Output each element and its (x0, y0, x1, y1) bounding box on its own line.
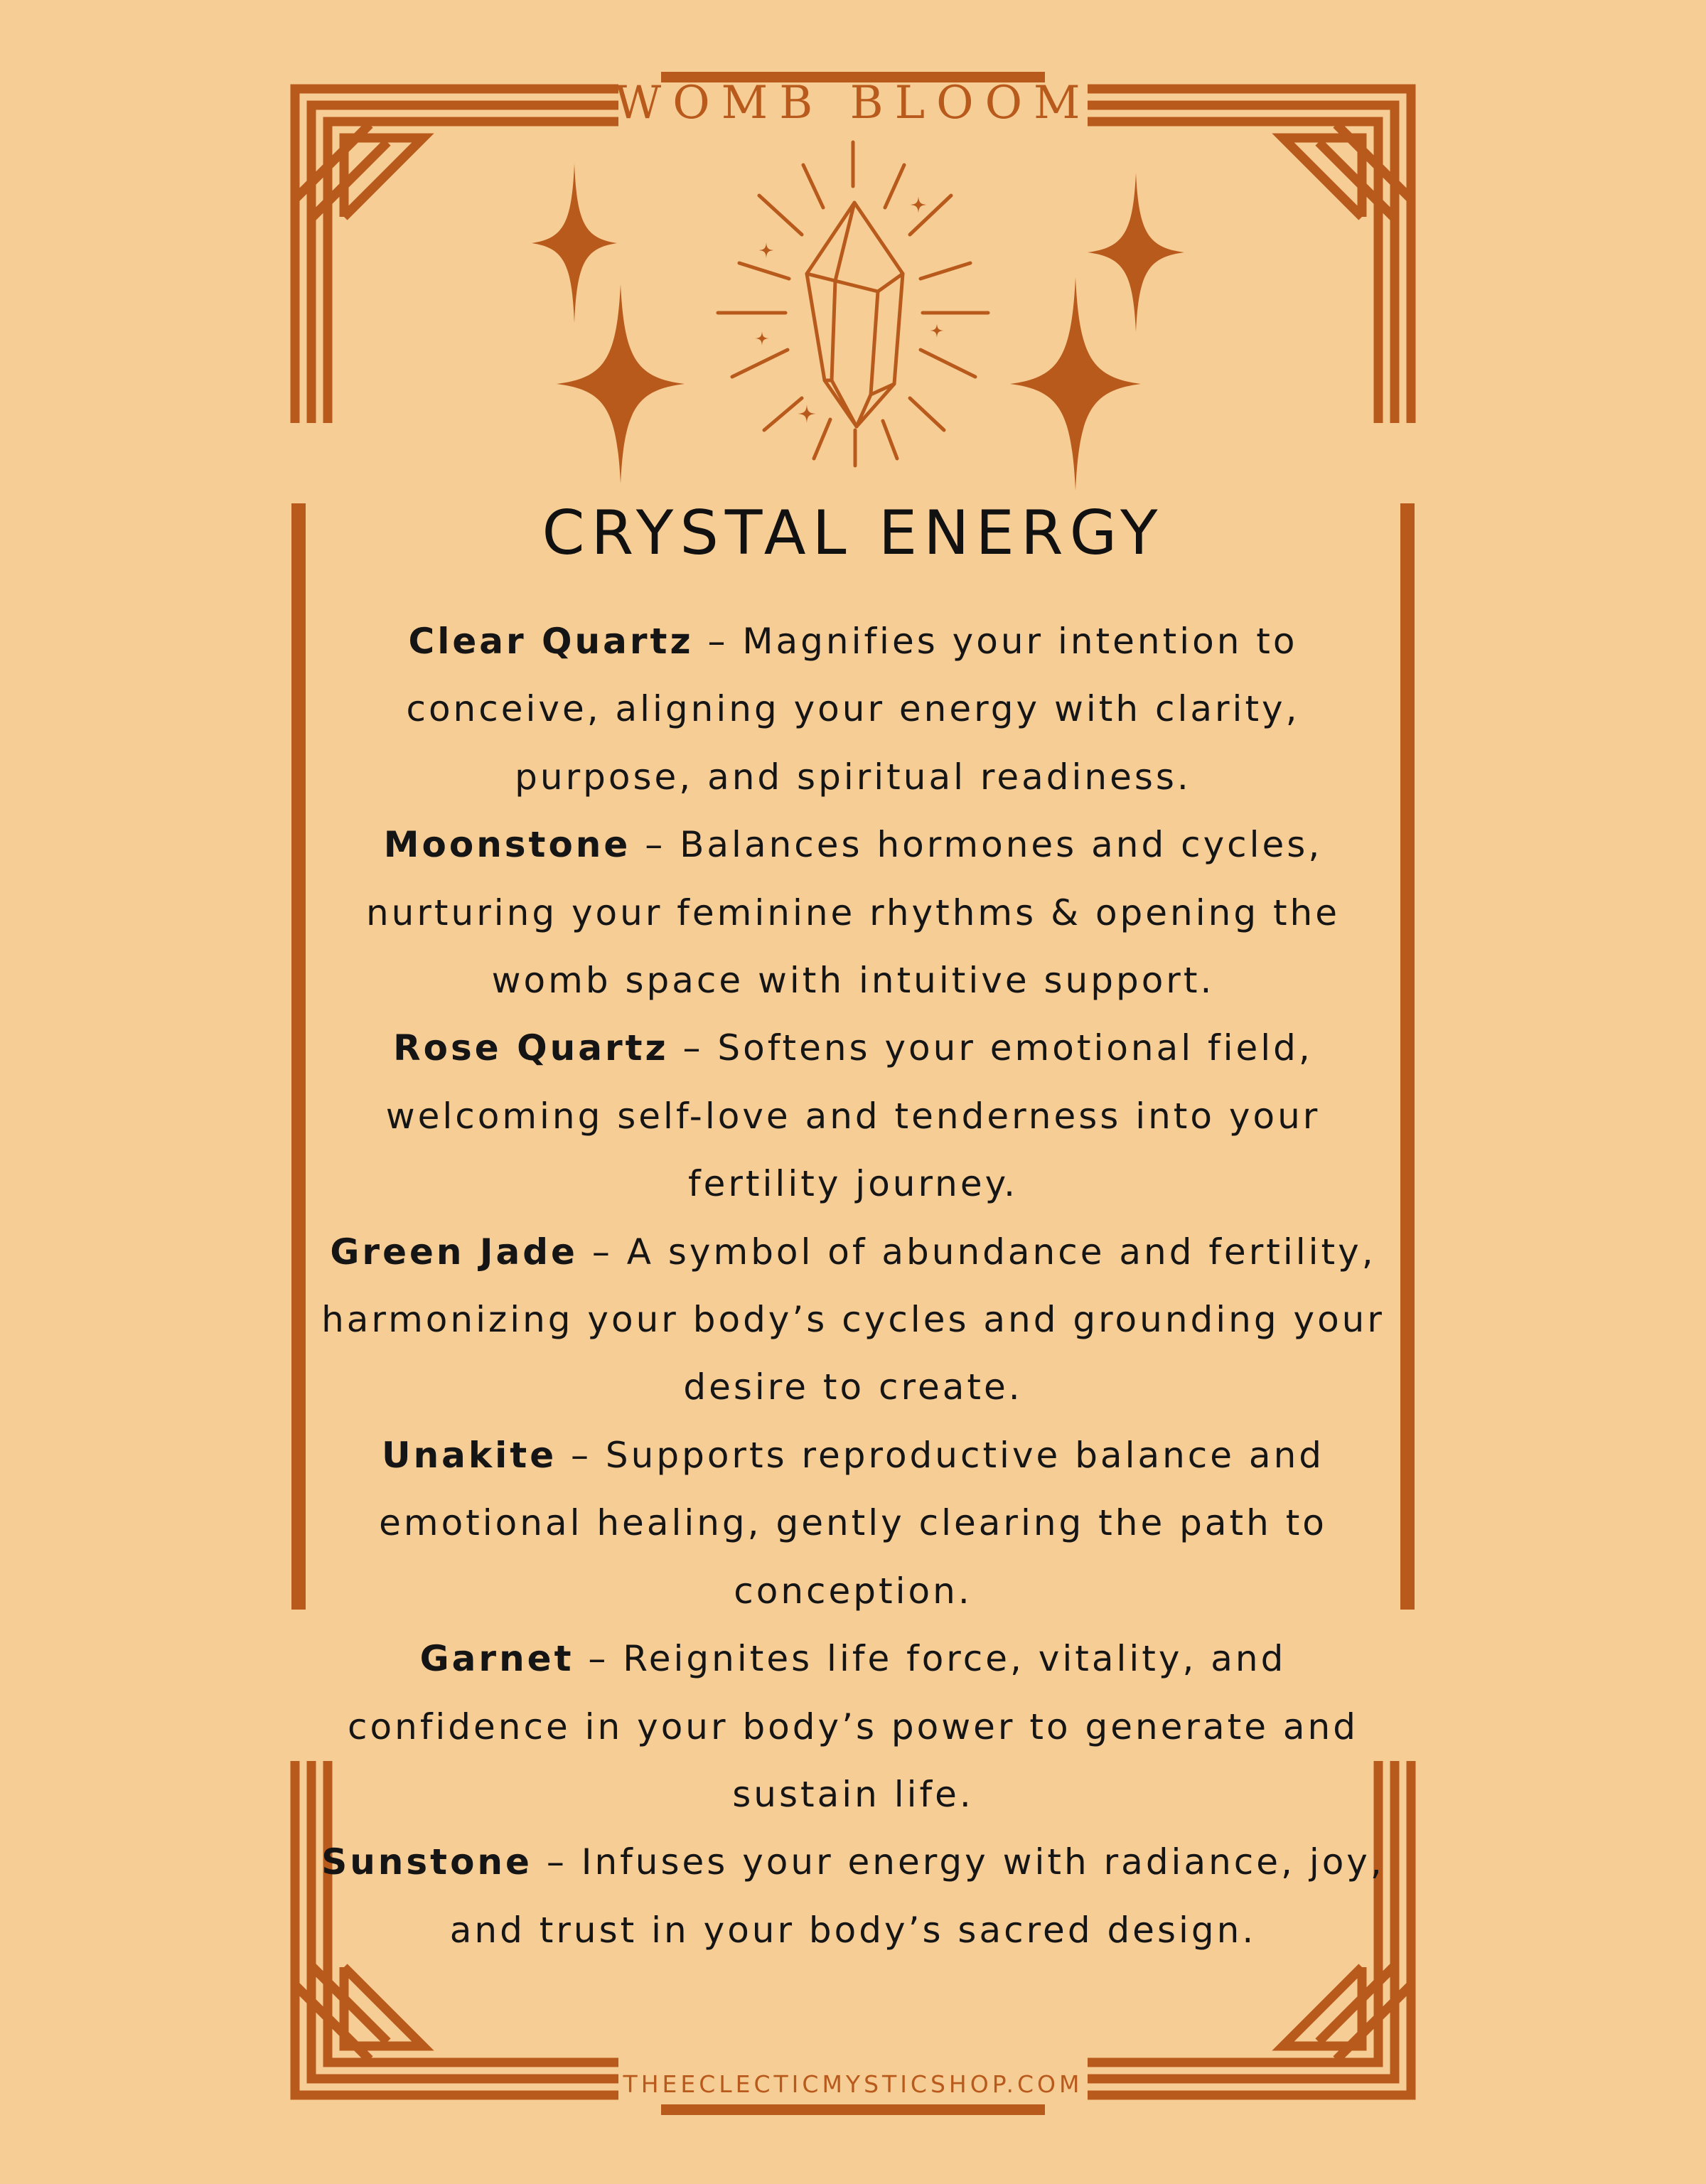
crystal-name: Garnet (419, 1638, 574, 1680)
crystal-description: Reignites life force, vitality, and confidence in your body’s power to generate and sustain life. (348, 1638, 1358, 1815)
crystal-description: Balances hormones and cycles, nurturing your feminine rhythms & opening the womb space with intuitive support. (365, 824, 1341, 1002)
separator: – (631, 824, 680, 866)
left-rail (291, 503, 306, 1610)
crystal-entry (313, 1015, 1393, 1218)
crystal-entry (313, 1625, 1393, 1829)
crystal-name: Sunstone (321, 1841, 532, 1883)
separator: – (574, 1638, 623, 1680)
crystal-description: Magnifies your intention to conceive, aligning your energy with clarity, purpose, and spiritual readiness. (406, 621, 1300, 798)
separator: – (577, 1231, 627, 1273)
separator: – (668, 1027, 718, 1069)
crystal-name: Green Jade (330, 1231, 578, 1273)
page-title: CRYSTAL ENERGY (542, 498, 1164, 569)
crystal-entry (313, 608, 1393, 811)
separator: – (532, 1841, 581, 1883)
crystal-description: A symbol of abundance and fertility, harmonizing your body’s cycles and grounding your desire to create. (321, 1231, 1385, 1408)
crystal-description: Infuses your energy with radiance, joy, and trust in your body’s sacred design. (449, 1841, 1385, 1951)
crystal-entry (313, 1829, 1393, 1964)
crystal-entry (313, 811, 1393, 1015)
right-rail (1400, 503, 1415, 1610)
crystal-name: Clear Quartz (408, 621, 694, 662)
brand-wordmark: WOMB BLOOM (614, 77, 1092, 129)
crystal-list (313, 608, 1393, 1964)
sparkle-star-icon (1088, 173, 1184, 332)
separator: – (693, 621, 743, 662)
crystal-name: Rose Quartz (393, 1027, 669, 1069)
crystal-name: Moonstone (383, 824, 631, 866)
crystal-description: Softens your emotional field, welcoming self-love and tenderness into your fertility journey. (385, 1027, 1321, 1205)
crystal-icon (718, 142, 988, 466)
crystal-name: Unakite (381, 1434, 557, 1476)
separator: – (557, 1434, 606, 1476)
crystal-entry (313, 1219, 1393, 1422)
crystal-description: Supports reproductive balance and emotional healing, gently clearing the path to conception. (379, 1434, 1327, 1612)
sparkle-star-icon (1010, 277, 1141, 491)
footer-website-link[interactable]: THEECLECTICMYSTICSHOP.COM (623, 2070, 1083, 2098)
crystal-entry (313, 1422, 1393, 1625)
sparkle-star-icon (532, 164, 617, 323)
sparkle-star-icon (557, 284, 685, 483)
